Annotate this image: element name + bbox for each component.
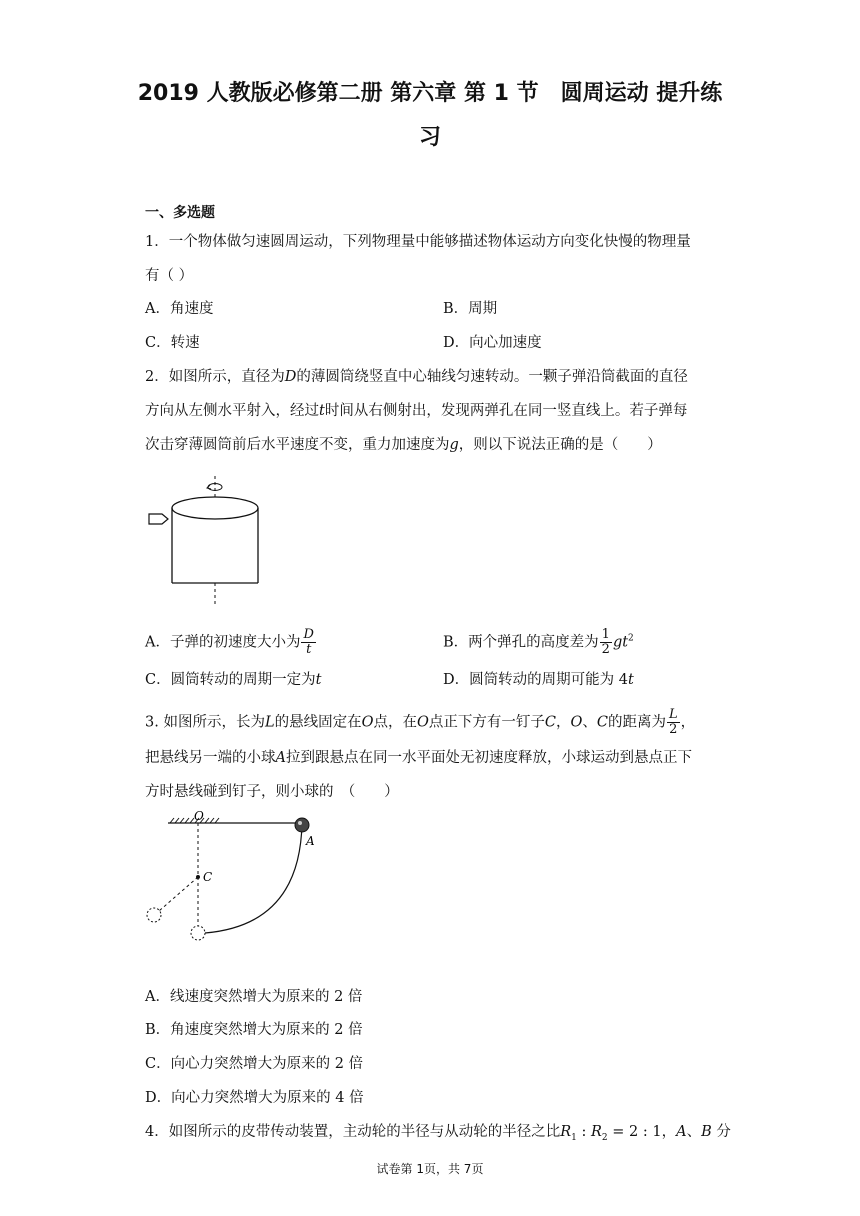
pendulum-figure <box>140 805 330 945</box>
document-title-line2: 习 <box>418 125 441 150</box>
q1-option-a: A．角速度 <box>145 301 214 317</box>
q1-stem-line1: 1．一个物体做匀速圆周运动，下列物理量中能够描述物体运动方向变化快慢的物理量 <box>145 234 691 250</box>
q4-stem-line1: 4．如图所示的皮带传动装置，主动轮的半径与从动轮的半径之比$R_1$ : $R_2 = 2$ : 1，A、B 分 <box>145 1124 731 1143</box>
q3-option-b: B．角速度突然增大为原来的 2 倍 <box>145 1022 363 1038</box>
q2-stem-line2: 方向从左侧水平射入，经过t时间从右侧射出，发现两弹孔在同一竖直线上。若子弹每 <box>145 403 688 419</box>
q2-option-b: B．两个弹孔的高度差为 $\frac{1}{2}$ $gt^2$ <box>443 627 634 657</box>
q1-option-b: B．周期 <box>443 301 498 317</box>
section-heading: 一、多选题 <box>145 205 215 221</box>
fig-label-c: C <box>203 870 213 884</box>
q1-option-c: C．转速 <box>145 335 200 351</box>
fig-label-a: A <box>306 834 315 848</box>
rotating-cylinder-figure <box>140 470 290 610</box>
q3-option-c: C．向心力突然增大为原来的 2 倍 <box>145 1056 364 1072</box>
q1-option-d: D．向心加速度 <box>443 335 542 351</box>
q3-stem-line3: 方时悬线碰到钉子，则小球的 （ ） <box>145 784 399 800</box>
q2-stem-line1: 2．如图所示，直径为D的薄圆筒绕竖直中心轴线匀速转动。一颗子弹沿筒截面的直径 <box>145 369 688 385</box>
q3-option-a: A．线速度突然增大为原来的 2 倍 <box>145 989 363 1005</box>
q3-option-d: D．向心力突然增大为原来的 4 倍 <box>145 1090 364 1106</box>
q2-option-a: A．子弹的初速度大小为 $\frac{D}{t}$ <box>145 627 314 657</box>
q1-stem-line2: 有（ ） <box>145 268 194 284</box>
q3-stem-line1: 3. 如图所示，长为L的悬线固定在O点，在O点正下方有一钉子C，O、C的距离为 $\frac{L}{2}$ ， <box>145 707 696 737</box>
document-title-line1: 2019 人教版必修第二册 第六章 第 1 节 圆周运动 提升练 <box>137 81 723 106</box>
q3-stem-line2: 把悬线另一端的小球A拉到跟悬点在同一水平面处无初速度释放，小球运动到悬点正下 <box>145 750 692 766</box>
page-footer: 试卷第 1页，共 7页 <box>376 1162 484 1176</box>
q2-option-d: D．圆筒转动的周期可能为 4t <box>443 672 634 688</box>
q2-stem-line3: 次击穿薄圆筒前后水平速度不变，重力加速度为g，则以下说法正确的是（ ） <box>145 437 662 453</box>
fig-label-o: O <box>194 809 204 823</box>
q2-option-c: C．圆筒转动的周期一定为t <box>145 672 322 688</box>
